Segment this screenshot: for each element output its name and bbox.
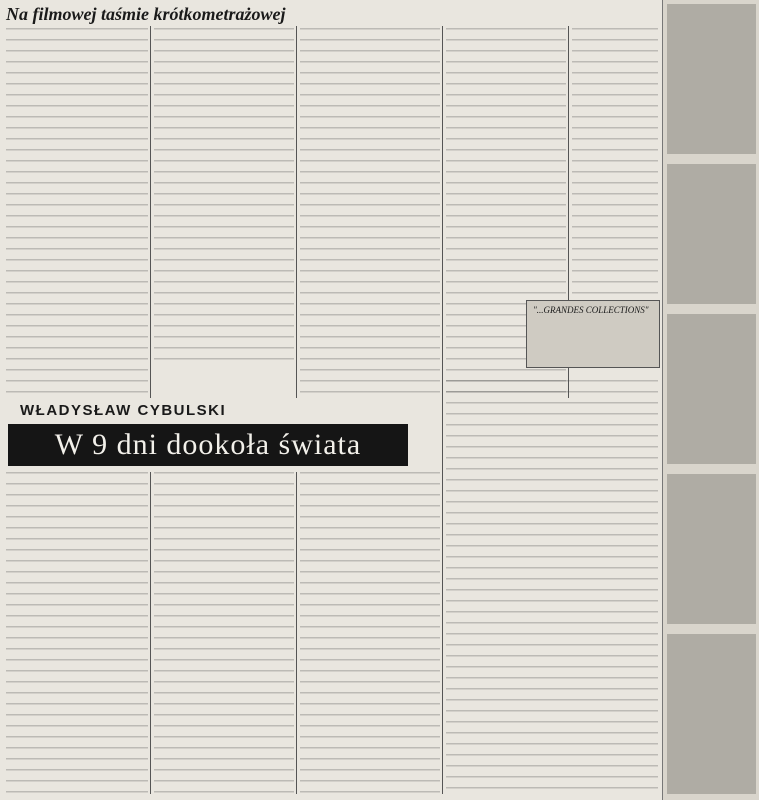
illustration <box>667 634 756 794</box>
column-rule <box>150 472 151 794</box>
inset-caption: "...GRANDES COLLECTIONS" <box>533 305 649 315</box>
illustration <box>667 314 756 464</box>
illustration-strip <box>662 0 759 800</box>
column-rule <box>442 380 443 794</box>
upper-column-1 <box>6 28 148 398</box>
column-rule <box>150 26 151 398</box>
lower-column-2 <box>154 472 294 794</box>
upper-column-5 <box>572 28 658 298</box>
illustration <box>667 164 756 304</box>
column-rule <box>296 472 297 794</box>
headline: W 9 dni dookoła świata <box>54 428 362 461</box>
lower-column-3 <box>300 472 440 794</box>
headline-bar <box>8 424 408 466</box>
byline: WŁADYSŁAW CYBULSKI <box>20 402 227 419</box>
upper-column-3 <box>300 28 440 398</box>
lower-column-1 <box>6 472 148 794</box>
illustration <box>667 474 756 624</box>
upper-column-2 <box>154 28 294 368</box>
column-rule <box>296 26 297 398</box>
inset-illustration <box>526 300 660 368</box>
article-header: Na filmowej taśmie krótkometrażowej <box>6 4 286 24</box>
column-rule <box>442 26 443 398</box>
illustration <box>667 4 756 154</box>
lower-column-4 <box>446 380 658 794</box>
